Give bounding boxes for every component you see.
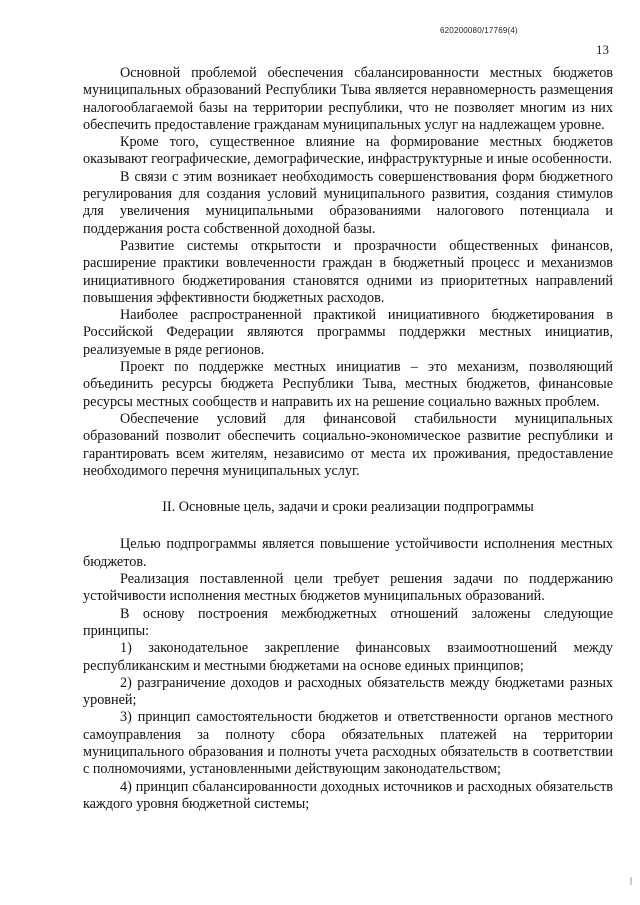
paragraph: В связи с этим возникает необходимость совершенствования форм бюджетного регулирования для создания условий муниципального развития, создания стимулов для увеличения муниципальными образованиями налогового потенциала и поддержания роста собственной доходной базы.	[83, 168, 613, 237]
document-body	[83, 65, 613, 813]
paragraph: Наиболее распространенной практикой инициативного бюджетирования в Российской Федерации являются программы поддержки местных инициатив, реализуемые в ряде регионов.	[83, 307, 613, 358]
list-item: 3) принцип самостоятельности бюджетов и ответственности органов местного самоуправления за полноту сбора обязательных платежей на территории муниципального образования и полноты учета расходных обязательств в соответствии с полномочиями, установленными действующим законодательством;	[83, 709, 613, 778]
paragraph: Обеспечение условий для финансовой стабильности муниципальных образований позволит обеспечить социально-экономическое развитие республики и гарантировать всем жителям, независимо от места их проживания, предоставление необходимого перечня муниципальных услуг.	[83, 410, 613, 479]
page-number: 13	[596, 42, 609, 57]
list-item: 1) законодательное закрепление финансовых взаимоотношений между республиканским и местными бюджетами на основе единых принципов;	[83, 640, 613, 674]
list-item: 4) принцип сбалансированности доходных источников и расходных обязательств каждого уровня бюджетной системы;	[83, 778, 613, 812]
paragraph: Целью подпрограммы является повышение устойчивости исполнения местных бюджетов.	[83, 536, 613, 570]
paragraph: Кроме того, существенное влияние на формирование местных бюджетов оказывают географические, демографические, инфраструктурные и иные особенности.	[83, 134, 613, 168]
section-heading: II. Основные цель, задачи и сроки реализации подпрограммы	[162, 499, 534, 516]
paragraph: Развитие системы открытости и прозрачности общественных финансов, расширение практики вовлеченности граждан в бюджетный процесс и механизмов инициативного бюджетирования становятся одними из приоритетных направлений повышения эффективности бюджетных расходов.	[83, 237, 613, 306]
paragraph: Реализация поставленной цели требует решения задачи по поддержанию устойчивости исполнения местных бюджетов муниципальных образований.	[83, 571, 613, 605]
document-code: 620200080/17769(4)	[440, 26, 518, 35]
paragraph: Проект по поддержке местных инициатив – это механизм, позволяющий объединить ресурсы бюджета Республики Тыва, местных бюджетов, финансовые ресурсы местных сообществ и направить их на решение социально важных проблем.	[83, 359, 613, 410]
paragraph: Основной проблемой обеспечения сбалансированности местных бюджетов муниципальных образований Республики Тыва является неравномерность размещения налогооблагаемой базы на территории республики, что не позволяет многим из них обеспечить предоставление гражданам муниципальных услуг на надлежащем уровне.	[83, 65, 613, 133]
list-item: 2) разграничение доходов и расходных обязательств между бюджетами разных уровней;	[83, 674, 613, 709]
paragraph: В основу построения межбюджетных отношений заложены следующие принципы:	[83, 605, 613, 639]
scan-mark	[630, 877, 632, 885]
